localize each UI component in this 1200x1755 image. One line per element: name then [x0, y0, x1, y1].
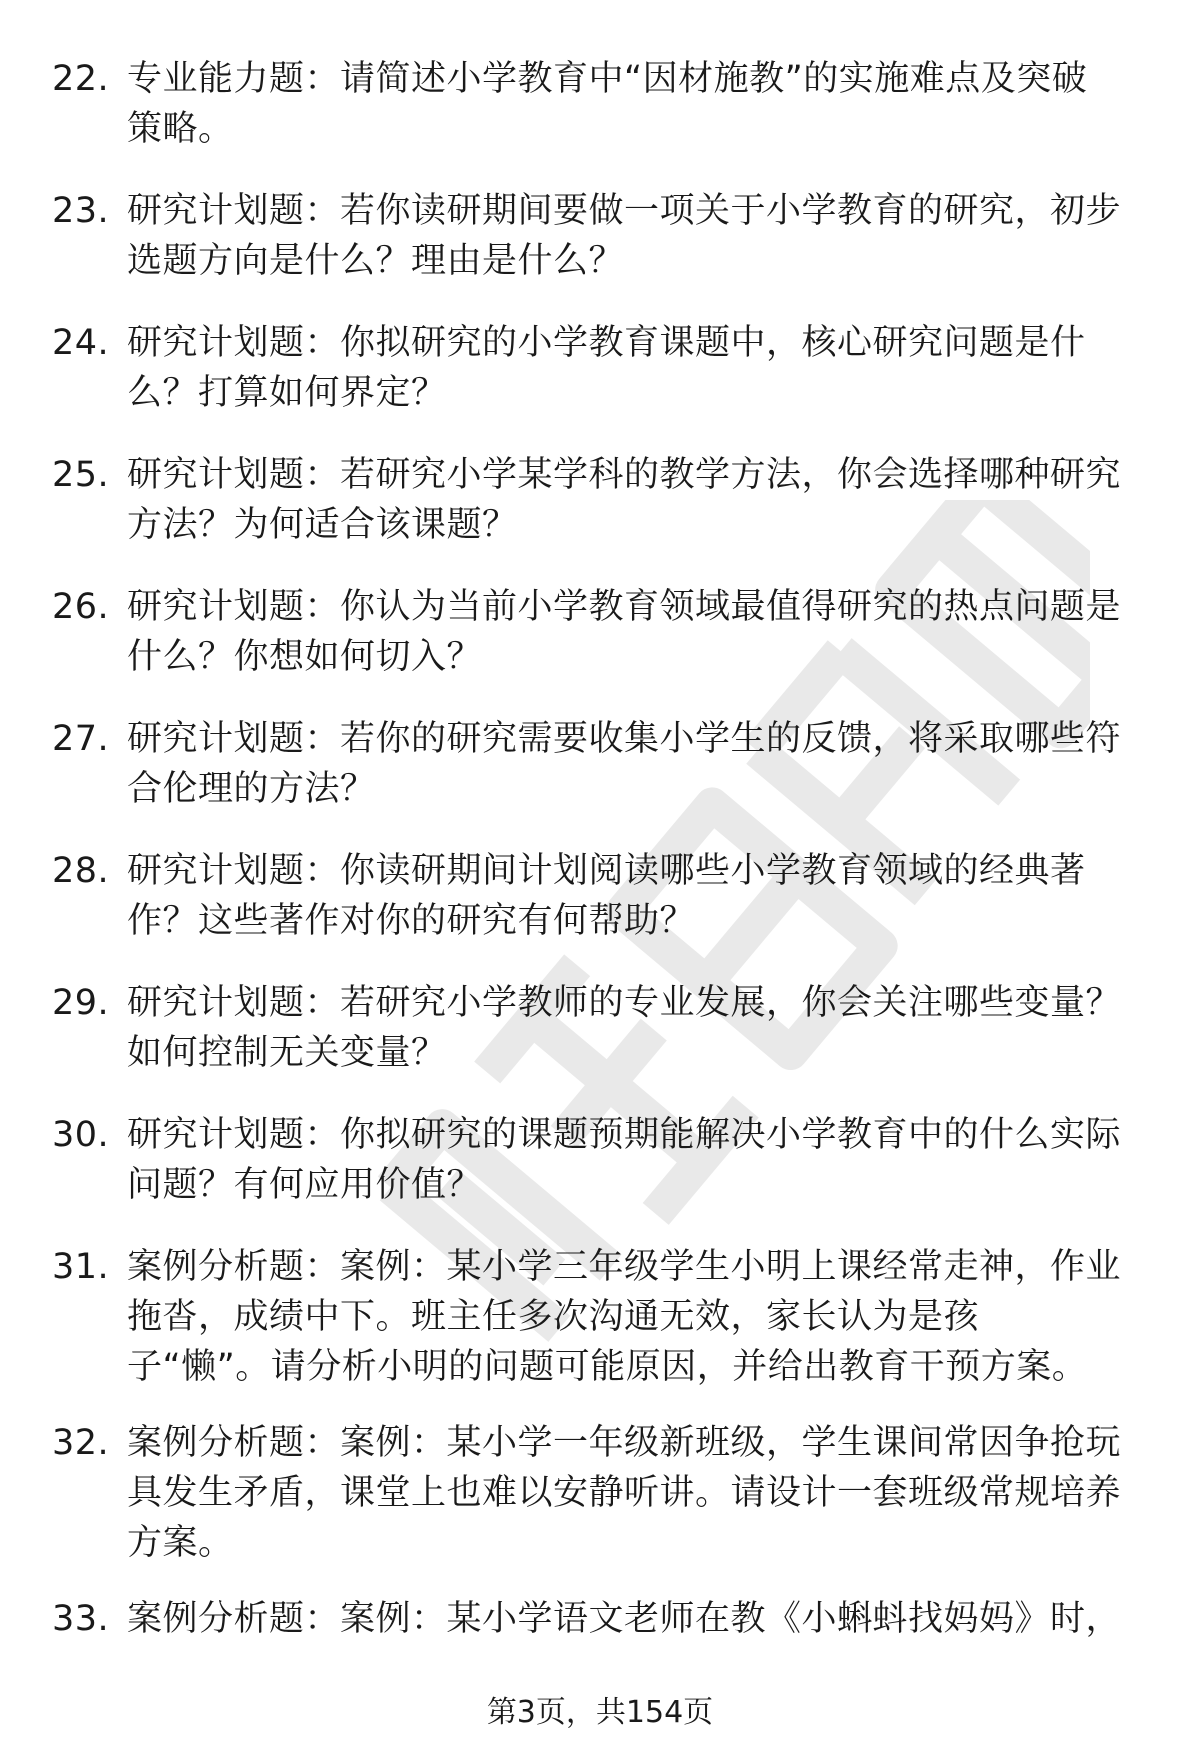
question-line: 具发生矛盾，课堂上也难以安静听讲。请设计一套班级常规培养	[127, 1473, 1122, 1513]
question-line: 拖沓，成绩中下。班主任多次沟通无效，家长认为是孩	[127, 1297, 980, 1337]
question-item	[0, 1242, 1200, 1418]
question-line: 策略。	[127, 109, 234, 149]
question-text	[127, 1418, 1147, 1568]
question-text	[127, 186, 1147, 286]
page-footer	[0, 1693, 1200, 1733]
question-number: 24.	[52, 323, 110, 363]
question-number: 32.	[52, 1423, 110, 1463]
question-number: 28.	[52, 851, 110, 891]
question-text	[127, 318, 1147, 418]
question-number: 31.	[52, 1247, 110, 1287]
question-line: 研究计划题：若研究小学某学科的教学方法，你会选择哪种研究	[127, 455, 1122, 495]
question-number: 26.	[52, 587, 110, 627]
question-line: 问题？有何应用价值？	[127, 1165, 483, 1205]
question-number: 25.	[52, 455, 110, 495]
question-number: 33.	[52, 1599, 110, 1639]
question-line: 如何控制无关变量？	[127, 1033, 447, 1073]
question-item	[0, 186, 1200, 318]
page-number-label: 第3页，共154页	[486, 1695, 714, 1730]
question-number: 23.	[52, 191, 110, 231]
question-line: 什么？你想如何切入？	[127, 637, 483, 677]
question-line: 研究计划题：你认为当前小学教育领域最值得研究的热点问题是	[127, 587, 1122, 627]
question-line: 子“懒”。请分析小明的问题可能原因，并给出教育干预方案。	[127, 1347, 1088, 1387]
question-text	[127, 846, 1147, 946]
question-line: 研究计划题：若你读研期间要做一项关于小学教育的研究，初步	[127, 191, 1122, 231]
question-number: 30.	[52, 1115, 110, 1155]
question-line: 研究计划题：若研究小学教师的专业发展，你会关注哪些变量？	[127, 983, 1122, 1023]
question-number: 27.	[52, 719, 110, 759]
question-text	[127, 978, 1147, 1078]
question-item	[0, 978, 1200, 1110]
question-line: 专业能力题：请简述小学教育中“因材施教”的实施难点及突破	[127, 59, 1088, 99]
question-text	[127, 714, 1147, 814]
question-line: 作？这些著作对你的研究有何帮助？	[127, 901, 696, 941]
question-line: 研究计划题：你拟研究的课题预期能解决小学教育中的什么实际	[127, 1115, 1122, 1155]
question-item	[0, 450, 1200, 582]
question-line: 研究计划题：你读研期间计划阅读哪些小学教育领域的经典著	[127, 851, 1086, 891]
question-number: 22.	[52, 59, 110, 99]
question-line: 案例分析题：案例：某小学一年级新班级，学生课间常因争抢玩	[127, 1423, 1122, 1463]
question-line: 合伦理的方法？	[127, 769, 376, 809]
question-text	[127, 54, 1147, 154]
question-text	[127, 1242, 1147, 1392]
question-line: 方案。	[127, 1523, 234, 1563]
question-item	[0, 1418, 1200, 1594]
question-line: 案例分析题：案例：某小学语文老师在教《小蝌蚪找妈妈》时，	[127, 1599, 1122, 1639]
question-item	[0, 1110, 1200, 1242]
question-item	[0, 714, 1200, 846]
question-line: 案例分析题：案例：某小学三年级学生小明上课经常走神，作业	[127, 1247, 1122, 1287]
question-item	[0, 54, 1200, 186]
question-line: 研究计划题：若你的研究需要收集小学生的反馈，将采取哪些符	[127, 719, 1122, 759]
question-item	[0, 846, 1200, 978]
question-line: 么？打算如何界定？	[127, 373, 447, 413]
question-line: 研究计划题：你拟研究的小学教育课题中，核心研究问题是什	[127, 323, 1086, 363]
question-text	[127, 450, 1147, 550]
question-line: 选题方向是什么？理由是什么？	[127, 241, 625, 281]
question-number: 29.	[52, 983, 110, 1023]
question-text	[127, 1594, 1147, 1644]
question-item	[0, 318, 1200, 450]
question-text	[127, 582, 1147, 682]
question-list	[0, 54, 1200, 1726]
question-text	[127, 1110, 1147, 1210]
question-line: 方法？为何适合该课题？	[127, 505, 518, 545]
question-item	[0, 582, 1200, 714]
